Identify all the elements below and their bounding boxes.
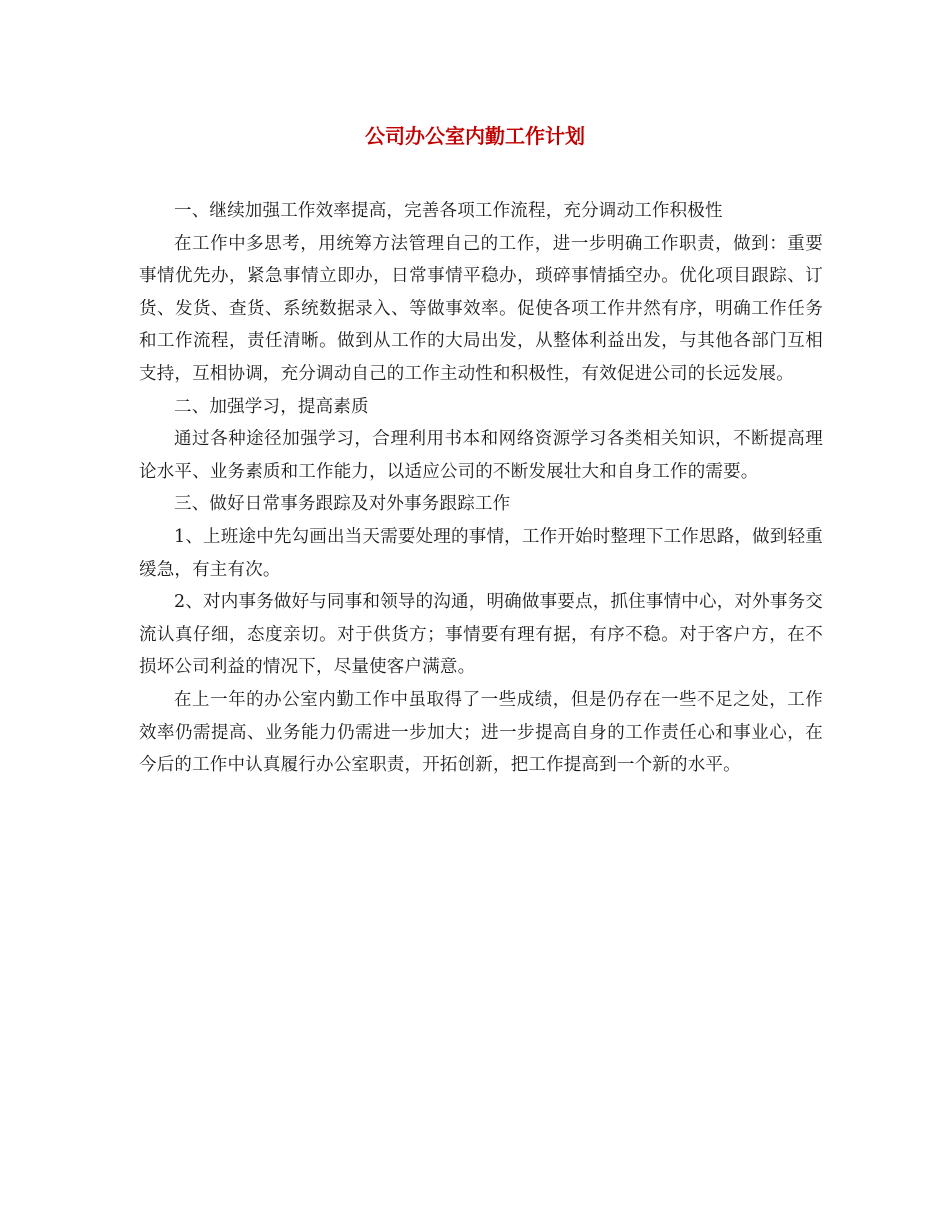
- paragraph-3-item-1: 1、上班途中先勾画出当天需要处理的事情，工作开始时整理下工作思路，做到轻重缓急，有主有次。: [139, 526, 823, 580]
- section-heading-1: 一、继续加强工作效率提高，完善各项工作流程，充分调动工作积极性: [174, 201, 723, 221]
- section-heading-2: 二、加强学习，提高素质: [174, 396, 369, 417]
- paragraph-2: 通过各种途径加强学习，合理利用书本和网络资源学习各类相关知识，不断提高理论水平、业务素质和工作能力，以适应公司的不断发展壮大和自身工作的需要。: [139, 429, 823, 482]
- document-body: [139, 195, 823, 782]
- document-title: 公司办公室内勤工作计划: [365, 124, 585, 148]
- conclusion-paragraph: 在上一年的办公室内勤工作中虽取得了一些成绩，但是仍存在一些不足之处，工作效率仍需提高、业务能力仍需进一步加大；进一步提高自身的工作责任心和事业心，在今后的工作中认真履行办公室职责，开拓创新，把工作提高到一个新的水平。: [139, 689, 823, 776]
- paragraph-1: 在工作中多思考，用统筹方法管理自己的工作，进一步明确工作职责，做到：重要事情优先办，紧急事情立即办，日常事情平稳办，琐碎事情插空办。优化项目跟踪、订货、发货、查货、系统数据录入、等做事效率。促使各项工作井然有序，明确工作任务和工作流程，责任清晰。做到从工作的大局出发，从整体利益出发，与其他各部门互相支持，互相协调，充分调动自己的工作主动性和积极性，有效促进公司的长远发展。: [139, 233, 823, 384]
- section-heading-3: 三、做好日常事务跟踪及对外事务跟踪工作: [174, 494, 511, 515]
- paragraph-3-item-2: 2、对内事务做好与同事和领导的沟通，明确做事要点，抓住事情中心，对外事务交流认真仔细，态度亲切。对于供货方；事情要有理有据，有序不稳。对于客户方，在不损坏公司利益的情况下，尽量使客户满意。: [139, 592, 823, 678]
